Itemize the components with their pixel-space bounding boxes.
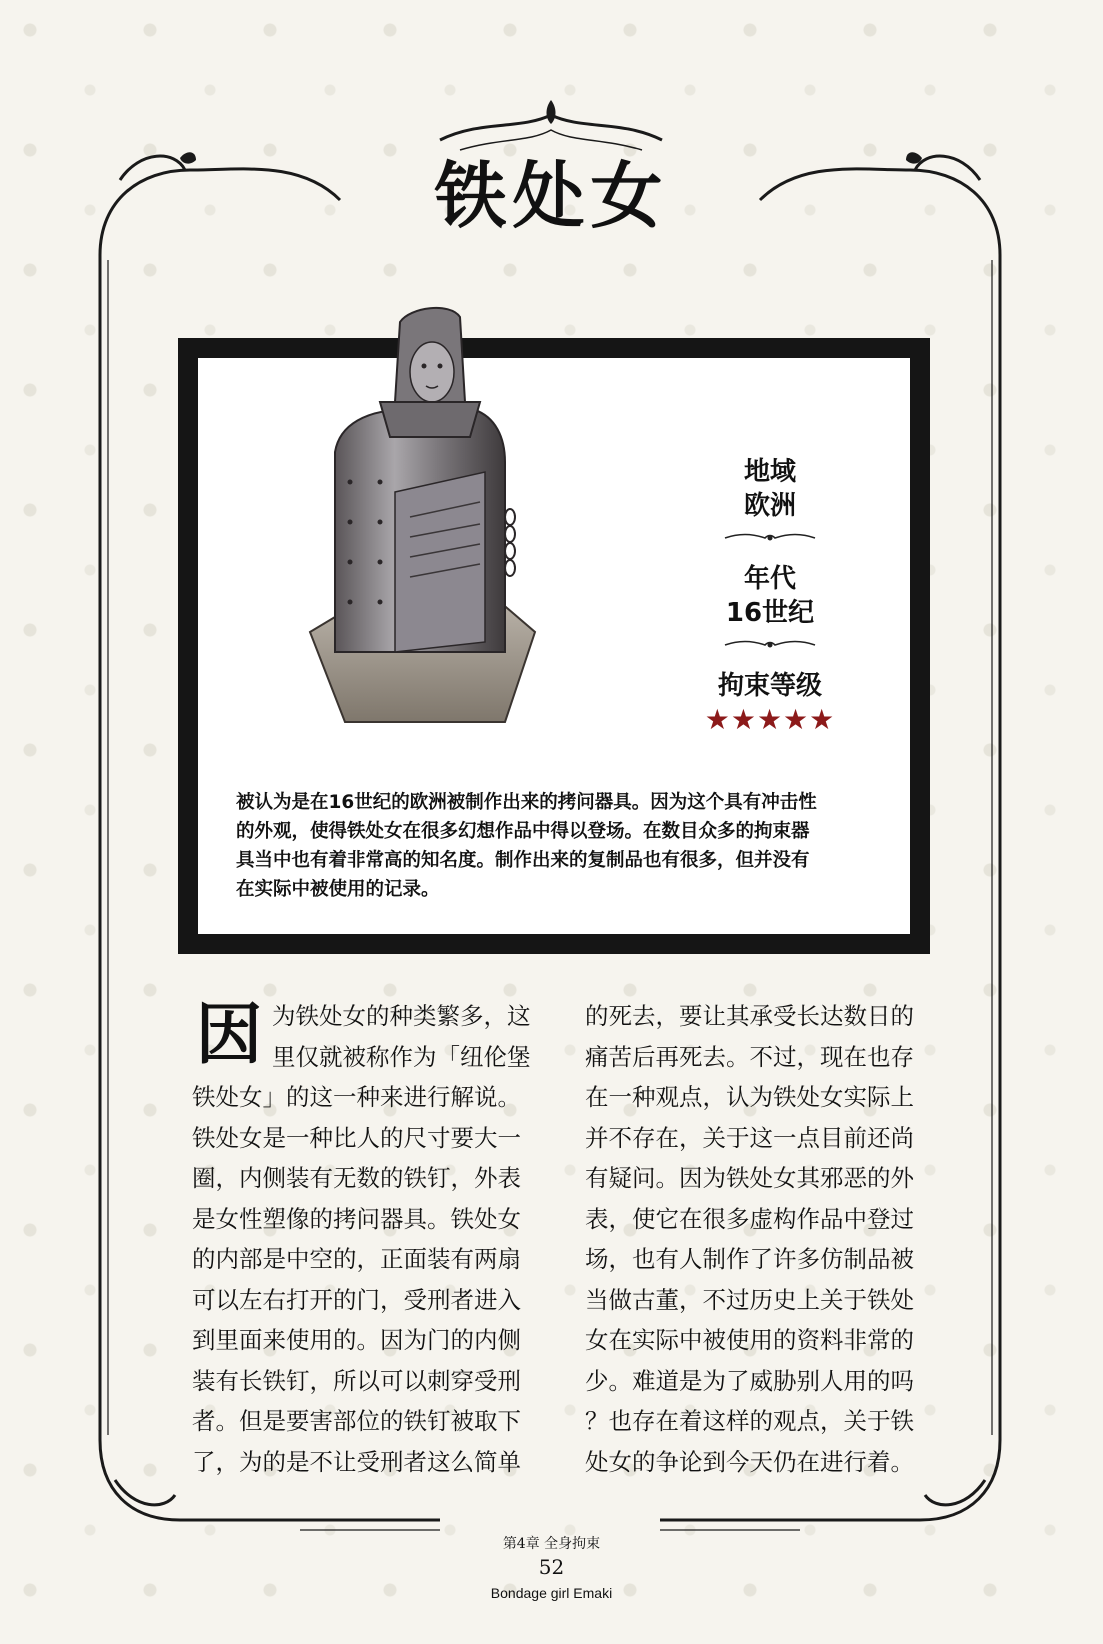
ornament-divider (725, 638, 815, 652)
body-line: 装有长铁钉，所以可以刺穿受刑 (192, 1366, 521, 1395)
body-line: 当做古董，不过历史上关于铁处 (585, 1285, 914, 1314)
ornament-divider (725, 531, 815, 545)
region-value: 欧洲 (743, 491, 796, 521)
page-number: 52 (538, 1555, 565, 1579)
page-title: 铁处女 (434, 154, 669, 238)
body-line: 在一种观点，认为铁处女实际上 (585, 1083, 914, 1111)
body-line: 圈，内侧装有无数的铁钉，外表 (192, 1164, 521, 1192)
body-line: 并不存在，关于这一点目前还尚 (585, 1123, 914, 1152)
region-label: 地域 (743, 457, 796, 487)
body-line: 铁处女是一种比人的尺寸要大一 (192, 1123, 521, 1152)
body-line: 少。难道是为了威胁别人用的吗 (585, 1366, 914, 1395)
spec-panel (680, 455, 860, 737)
description-line: 被认为是在16世纪的欧洲被制作出来的拷问器具。因为这个具有冲击性 (236, 792, 817, 813)
description-line: 的外观，使得铁处女在很多幻想作品中得以登场。在数目众多的拘束器 (236, 821, 810, 842)
body-line: 表，使它在很多虚构作品中登过 (585, 1204, 914, 1233)
body-line: 痛苦后再死去。不过，现在也存 (585, 1042, 914, 1071)
drop-cap: 因 (196, 996, 262, 1073)
body-column-left (192, 996, 537, 1482)
body-line: 者。但是要害部位的铁钉被取下 (192, 1407, 521, 1435)
body-line: 有疑问。因为铁处女其邪恶的外 (585, 1164, 914, 1192)
description-line: 具当中也有着非常高的知名度。制作出来的复制品也有很多，但并没有 (236, 850, 810, 871)
book-title: Bondage girl Emaki (490, 1585, 613, 1601)
body-line: 的死去，要让其承受长达数日的 (585, 1002, 914, 1030)
description-line: 在实际中被使用的记录。 (236, 879, 440, 900)
body-line: ？也存在着这样的观点，关于铁 (585, 1407, 914, 1435)
chapter-label: 第4章 全身拘束 (502, 1536, 601, 1552)
body-line: 铁处女」的这一种来进行解说。 (192, 1083, 521, 1111)
body-line: 的内部是中空的，正面装有两扇 (192, 1245, 521, 1273)
body-line: 处女的争论到今天仍在进行着。 (585, 1447, 914, 1476)
body-line: 到里面来使用的。因为门的内侧 (192, 1326, 521, 1354)
body-line: 女在实际中被使用的资料非常的 (585, 1326, 914, 1354)
body-column-right (585, 996, 930, 1482)
body-line: 了，为的是不让受刑者这么简单 (192, 1447, 521, 1476)
iron-maiden-illustration (300, 302, 540, 742)
body-line: 可以左右打开的门，受刑者进入 (192, 1285, 521, 1314)
era-label: 年代 (743, 564, 796, 594)
item-description (236, 788, 876, 904)
restraint-level-label: 拘束等级 (717, 671, 822, 701)
era-value: 16世纪 (725, 598, 815, 628)
restraint-stars: ★★★★★ (704, 703, 836, 736)
body-line: 为铁处女的种类繁多，这 (272, 1002, 531, 1030)
body-line: 场，也有人制作了许多仿制品被 (585, 1245, 914, 1273)
body-line: 是女性塑像的拷问器具。铁处女 (192, 1204, 521, 1233)
body-line: 里仅就被称作为「纽伦堡 (272, 1042, 531, 1071)
